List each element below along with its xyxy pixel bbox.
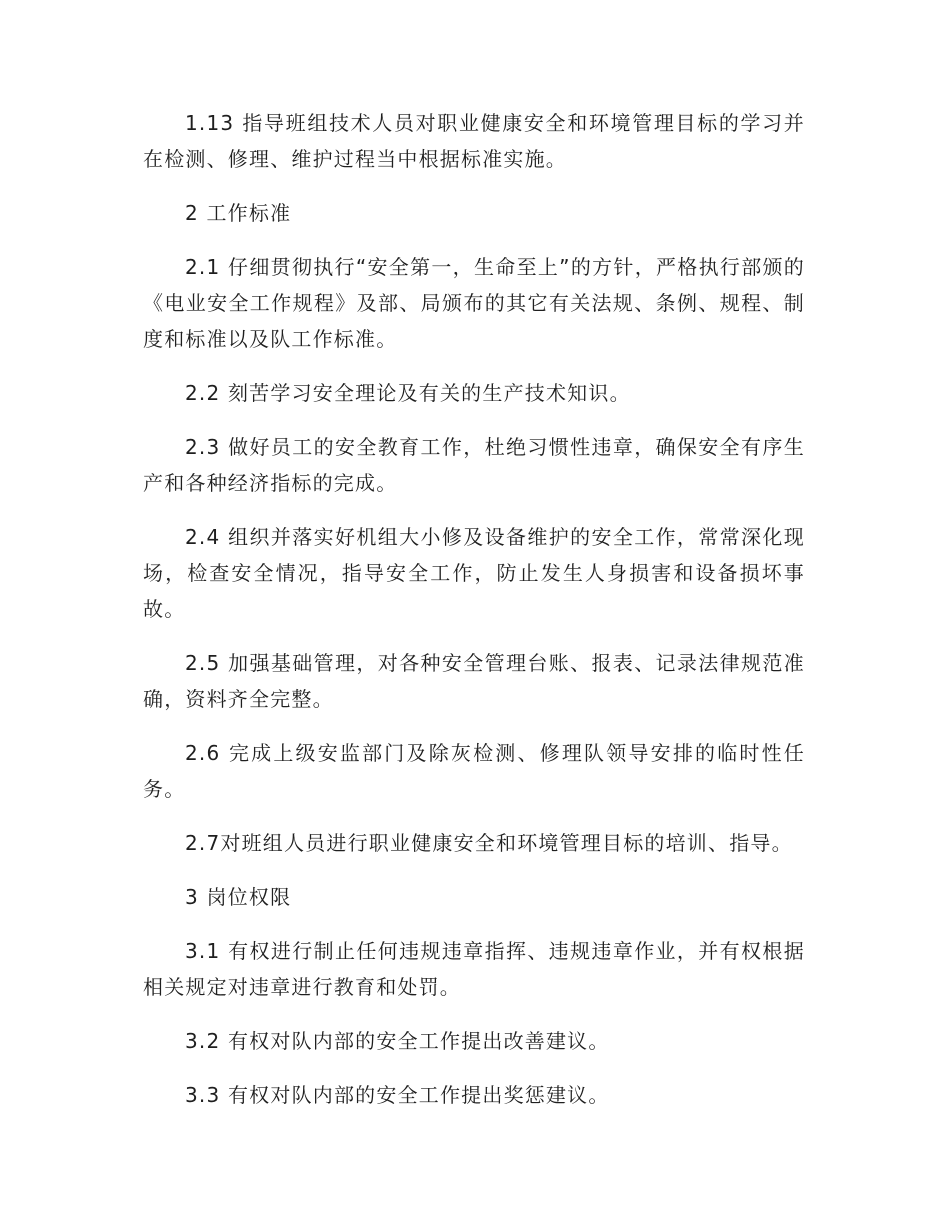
paragraph-3-3: 3.3 有权对队内部的安全工作提出奖惩建议。 [185, 1083, 610, 1107]
paragraph-2-3: 2.3 做好员工的安全教育工作，杜绝习惯性违章，确保安全有序生产和各种经济指标的完成。 [143, 435, 805, 495]
paragraph-3-1: 3.1 有权进行制止任何违规违章指挥、违规违章作业，并有权根据相关规定对违章进行教育和处罚。 [143, 939, 805, 999]
paragraph-2-4: 2.4 组织并落实好机组大小修及设备维护的安全工作，常常深化现场，检查安全情况，指导安全工作，防止发生人身损害和设备损坏事故。 [143, 525, 805, 621]
paragraph-2-7: 2.7对班组人员进行职业健康安全和环境管理目标的培训、指导。 [185, 831, 793, 855]
paragraph-2-2: 2.2 刻苦学习安全理论及有关的生产技术知识。 [185, 381, 631, 405]
paragraph-3-2: 3.2 有权对队内部的安全工作提出改善建议。 [185, 1029, 610, 1053]
paragraph-2-1: 2.1 仔细贯彻执行“安全第一，生命至上”的方针，严格执行部颁的《电业安全工作规程》及部、局颁布的其它有关法规、条例、规程、制度和标准以及队工作标准。 [143, 255, 805, 351]
paragraph-2-5: 2.5 加强基础管理，对各种安全管理台账、报表、记录法律规范准确，资料齐全完整。 [143, 651, 805, 711]
section-heading-work-standard: 2 工作标准 [185, 201, 292, 225]
paragraph-1-13: 1.13 指导班组技术人员对职业健康安全和环境管理目标的学习并在检测、修理、维护过程当中根据标准实施。 [143, 111, 805, 171]
document-body [143, 105, 805, 1131]
section-heading-post-authority: 3 岗位权限 [185, 885, 292, 909]
paragraph-2-6: 2.6 完成上级安监部门及除灰检测、修理队领导安排的临时性任务。 [143, 741, 805, 801]
